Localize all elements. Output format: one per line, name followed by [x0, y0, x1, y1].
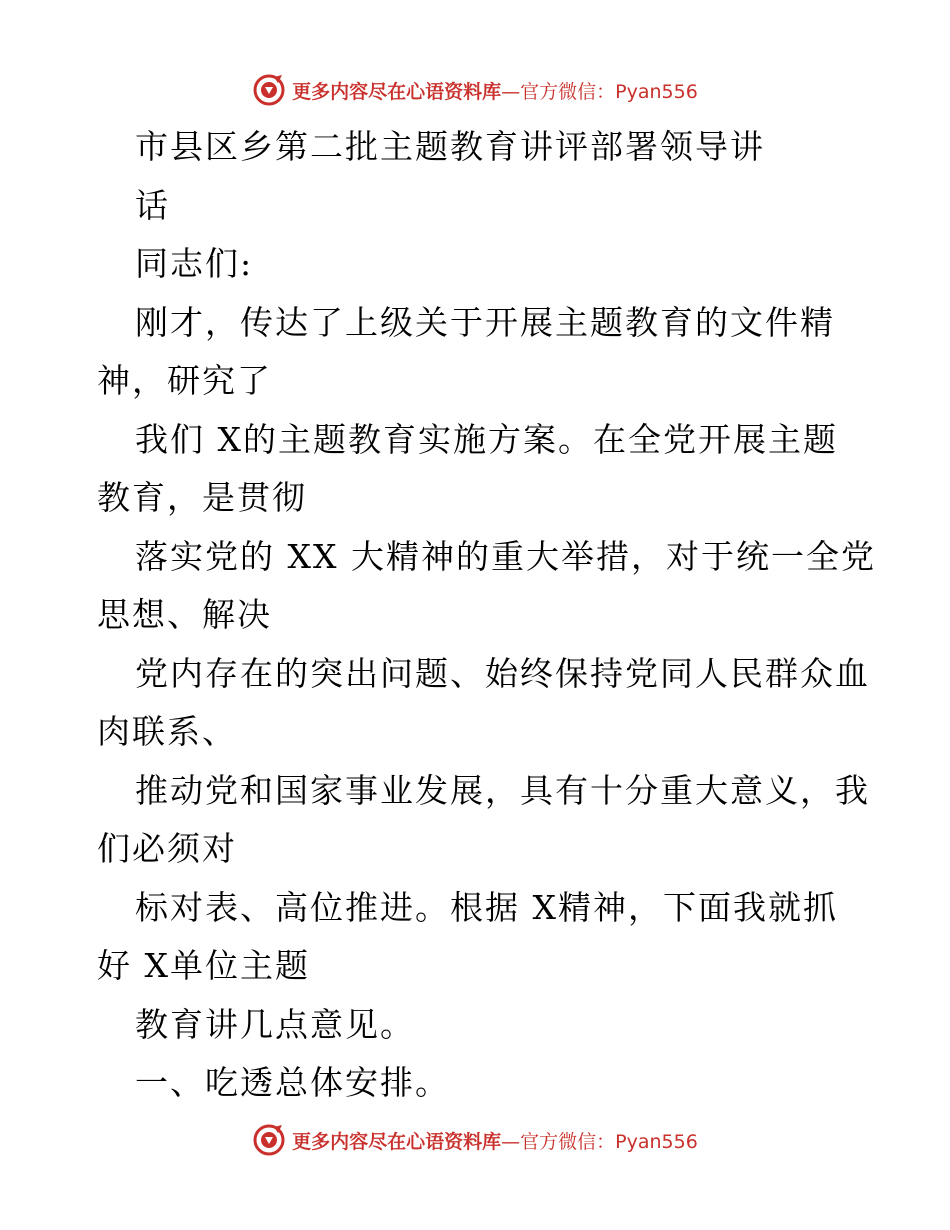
- paragraph-line: 落实党的 XX 大精神的重大举措，对于统一全党: [135, 536, 876, 576]
- pen-logo-icon: [252, 1123, 286, 1157]
- watermark-text: [292, 1127, 698, 1154]
- paragraph-line: 刚才，传达了上级关于开展主题教育的文件精: [135, 302, 835, 342]
- watermark-header: [0, 72, 950, 108]
- paragraph-line: 神，研究了: [97, 361, 272, 400]
- watermark-dash: —: [501, 1130, 521, 1153]
- paragraph-line: 好 X单位主题: [97, 946, 310, 985]
- watermark-wechat-text: 官方微信：Pyan556: [520, 80, 698, 103]
- watermark-site-text: 更多内容尽在心语资料库: [292, 80, 502, 103]
- salutation: 同志们:: [135, 244, 254, 283]
- paragraph-line: 教育，是贯彻: [97, 478, 307, 517]
- paragraph-line: 我们 X的主题教育实施方案。在全党开展主题: [135, 419, 838, 459]
- paragraph-line: 思想、解决: [97, 595, 272, 634]
- section-heading: 一、吃透总体安排。: [135, 1063, 450, 1102]
- document-title-line-1: 市县区乡第二批主题教育讲评部署领导讲: [135, 127, 765, 166]
- paragraph-line: 推动党和国家事业发展，具有十分重大意义，我: [135, 770, 870, 810]
- paragraph-line: 标对表、高位推进。根据 X精神，下面我就抓: [135, 887, 838, 927]
- pen-logo-icon: [252, 73, 286, 107]
- document-body: [97, 118, 887, 1113]
- watermark-site-text: 更多内容尽在心语资料库: [292, 1130, 502, 1153]
- paragraph-line: 肉联系、: [97, 712, 237, 751]
- watermark-wechat-text: 官方微信：Pyan556: [520, 1130, 698, 1153]
- watermark-footer: [0, 1122, 950, 1158]
- watermark-dash: —: [501, 80, 521, 103]
- paragraph-line: 们必须对: [97, 829, 237, 868]
- paragraph-line: 党内存在的突出问题、始终保持党同人民群众血: [135, 653, 870, 693]
- document-title-line-2: 话: [135, 185, 170, 225]
- paragraph-line: 教育讲几点意见。: [135, 1004, 415, 1044]
- watermark-text: [292, 77, 698, 104]
